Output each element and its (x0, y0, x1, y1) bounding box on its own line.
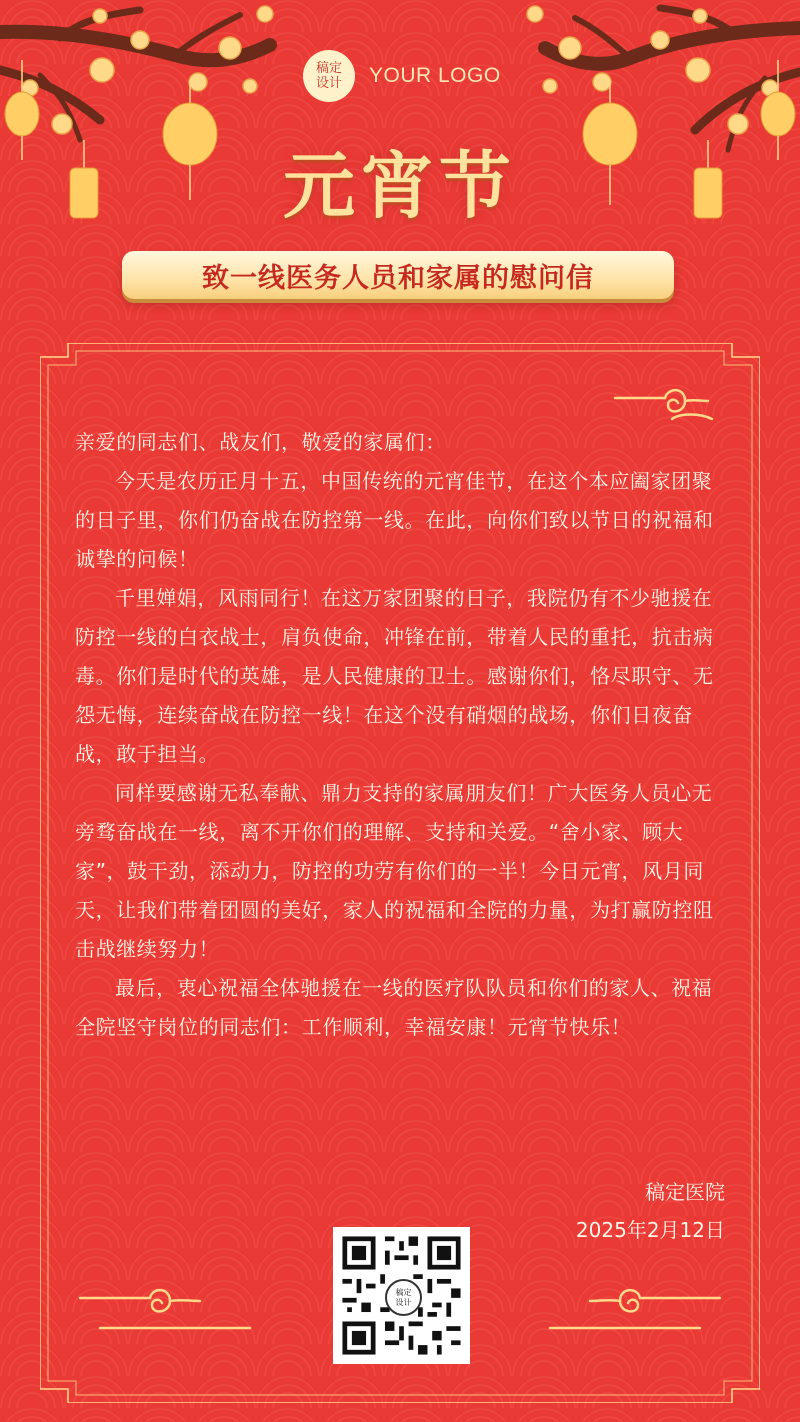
logo-badge-line2: 设计 (315, 76, 342, 91)
signature-date: 2025年2月12日 (575, 1218, 725, 1242)
signature-organization: 稿定医院 (645, 1180, 725, 1204)
subtitle: 致一线医务人员和家属的慰问信 (202, 262, 594, 294)
cloud-ornament-bottom-right (550, 1290, 720, 1328)
letter-paragraph-3: 同样要感谢无私奉献、鼎力支持的家属朋友们！广大医务人员心无旁骛奋战在一线，离不开你们的理解、支持和关爱。“舍小家、顾大家”，鼓干劲，添动力，防控的功劳有你们的一半！今日元宵，风月同天，让我们带着团圆的美好，家人的祝福和全院的力量，为打赢防控阻击战继续努力！ (75, 781, 714, 961)
letter-paragraph-4: 最后，衷心祝福全体驰援在一线的医疗队队员和你们的家人、祝福全院坚守岗位的同志们：工作顺利，幸福安康！元宵节快乐！ (75, 976, 713, 1039)
cloud-ornament-bottom-left (80, 1290, 250, 1328)
subtitle-banner (122, 251, 674, 299)
logo (303, 50, 501, 102)
letter-body (75, 423, 731, 1047)
page-title: 元宵节 (282, 143, 517, 228)
qr-code[interactable] (333, 1227, 470, 1364)
qr-center-logo (385, 1279, 422, 1316)
cloud-ornament-top-right (615, 390, 712, 419)
left-branch (0, 10, 270, 140)
qr-badge-line2: 设计 (395, 1297, 412, 1307)
letter-paragraph-2: 千里婵娟，风雨同行！在这万家团聚的日子，我院仍有不少驰援在防控一线的白衣战士，肩负使命，冲锋在前，带着人民的重托，抗击病毒。你们是时代的英雄，是人民健康的卫士。感谢你们，恪尽职守、无怨无悔，连续奋战在防控一线！在这个没有硝烟的战场，你们日夜奋战，敢于担当。 (75, 586, 714, 766)
letter-paragraph-1: 今天是农历正月十五，中国传统的元宵佳节，在这个本应阖家团聚的日子里，你们仍奋战在防控第一线。在此，向你们致以节日的祝福和诚挚的问候！ (75, 469, 714, 571)
logo-badge (303, 50, 355, 102)
signature (576, 1173, 725, 1249)
letter-greeting: 亲爱的同志们、战友们，敬爱的家属们： (75, 430, 446, 454)
logo-badge-line1: 稿定 (315, 61, 342, 76)
qr-badge-line1: 稿定 (395, 1287, 412, 1297)
logo-text: YOUR LOGO (369, 64, 501, 87)
